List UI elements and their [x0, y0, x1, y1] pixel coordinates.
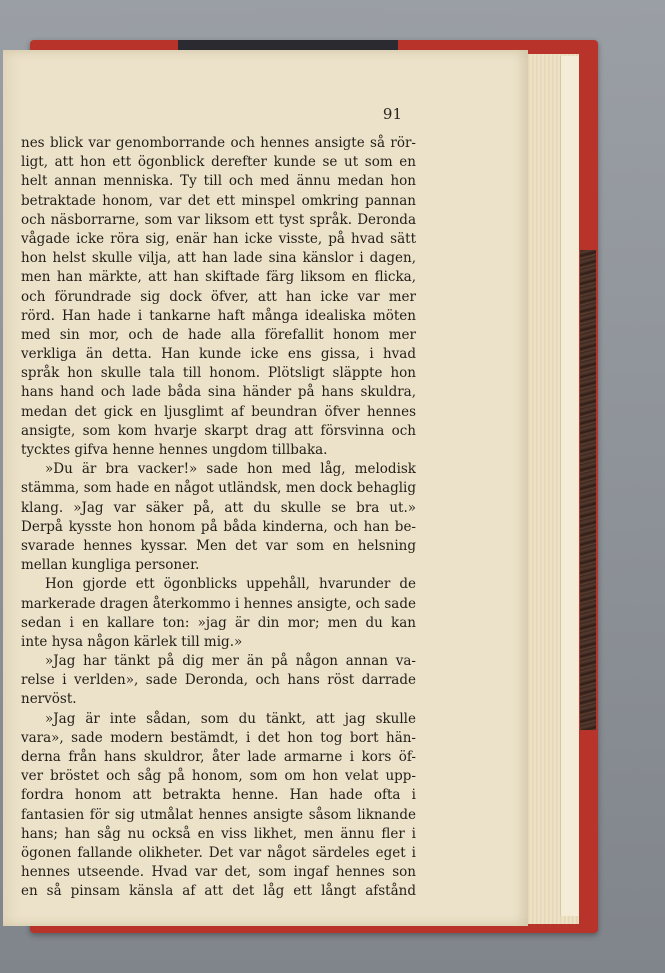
text-line: ansigte, som kom hvarje skarpt drag att försvinna och — [21, 422, 416, 439]
text-line: svarade hennes kyssar. Men det var som en helsning — [21, 537, 416, 554]
text-line: vara», sade modern bestämdt, i det hon tog bort hän- — [21, 729, 416, 746]
text-line: men han märkte, att han skiftade färg liksom en flicka, — [21, 269, 416, 286]
text-line: ver bröstet och såg på honom, som om hon velat upp- — [21, 768, 416, 785]
text-line: hennes utseende. Hvad var det, som ingaf hennes son — [21, 864, 416, 881]
text-line: Hon gjorde ett ögonblicks uppehåll, hvarunder de — [45, 576, 416, 593]
text-line: betraktade honom, var det ett minspel omkring pannan — [21, 192, 416, 209]
text-line: ögonen fallande olikheter. Det var något särdeles eget i — [21, 844, 416, 861]
text-line: rörd. Han hade i tankarne haft många idealiska möten — [21, 307, 416, 324]
text-line: medan det gick en ljusglimt af beundran öfver hennes — [21, 403, 416, 420]
text-line: nervöst. — [21, 691, 77, 708]
text-line: Derpå kysste hon honom på båda kinderna, och han be- — [21, 518, 416, 535]
text-line: ligt, att hon ett ögonblick derefter kunde se ut som en — [21, 154, 416, 171]
text-line: fantasien för sig utmålat hennes ansigte såsom liknande — [21, 806, 416, 823]
text-line: hon helst skulle vilja, att han lade sina känslor i dagen, — [21, 250, 416, 267]
text-line: fordra honom att betrakta henne. Han hade ofta i — [21, 787, 416, 804]
text-line: »Du är bra vacker!» sade hon med låg, melodisk — [45, 461, 416, 478]
text-line: sedan i en kallare ton: »jag är din mor; men du kan — [21, 614, 416, 631]
text-line: och förundrade sig dock öfver, att han icke var mer — [21, 288, 416, 305]
marbled-endpaper — [580, 250, 596, 730]
text-line: »Jag är inte sådan, som du tänkt, att jag skulle — [45, 710, 416, 727]
text-line: helt annan menniska. Ty till och med ännu medan hon — [21, 173, 416, 190]
text-line: stämma, som hade en något utländsk, men dock behaglig — [21, 480, 416, 497]
text-line: »Jag har tänkt på dig mer än på någon annan va- — [45, 653, 416, 670]
text-line: hans; han såg nu också en viss likhet, men ännu fler i — [21, 825, 416, 842]
text-line: vågade icke röra sig, enär han icke visste, på hvad sätt — [21, 230, 416, 247]
text-line: nes blick var genomborrande och hennes ansigte så rör- — [21, 135, 416, 151]
text-line: språk hon skulle tala till honom. Plötsligt släppte hon — [21, 365, 416, 382]
text-line: verkliga än detta. Han kunde icke ens gissa, i hvad — [21, 346, 416, 363]
page-number: 91 — [382, 105, 402, 123]
text-line: med sin mor, och de hade alla förefallit honom mer — [21, 326, 416, 343]
cover-dark-band — [178, 40, 398, 50]
page-text-block — [21, 134, 416, 902]
text-line: och näsborrarne, som var liksom ett tyst språk. Deronda — [21, 211, 416, 228]
page-edges-inner — [560, 56, 579, 916]
text-line: inte hysa någon kärlek till mig.» — [21, 633, 243, 650]
text-line: tycktes gifva henne hennes ungdom tillbaka. — [21, 442, 328, 458]
text-line: derna från hans skuldror, åter lade armarne i kors öf- — [21, 749, 416, 765]
text-line: markerade dragen återkommo i hennes ansigte, och sade — [21, 595, 416, 612]
text-line: relse i verlden», sade Deronda, och hans röst darrade — [21, 672, 416, 689]
text-line: hans hand och lade båda sina händer på hans skuldra, — [21, 384, 416, 401]
text-line: mellan kungliga personer. — [21, 557, 200, 574]
book-page — [3, 50, 528, 926]
text-line: klang. »Jag var säker på, att du skulle se bra ut.» — [21, 499, 416, 516]
text-line: en så pinsam känsla af att det låg ett långt afstånd — [21, 883, 416, 900]
